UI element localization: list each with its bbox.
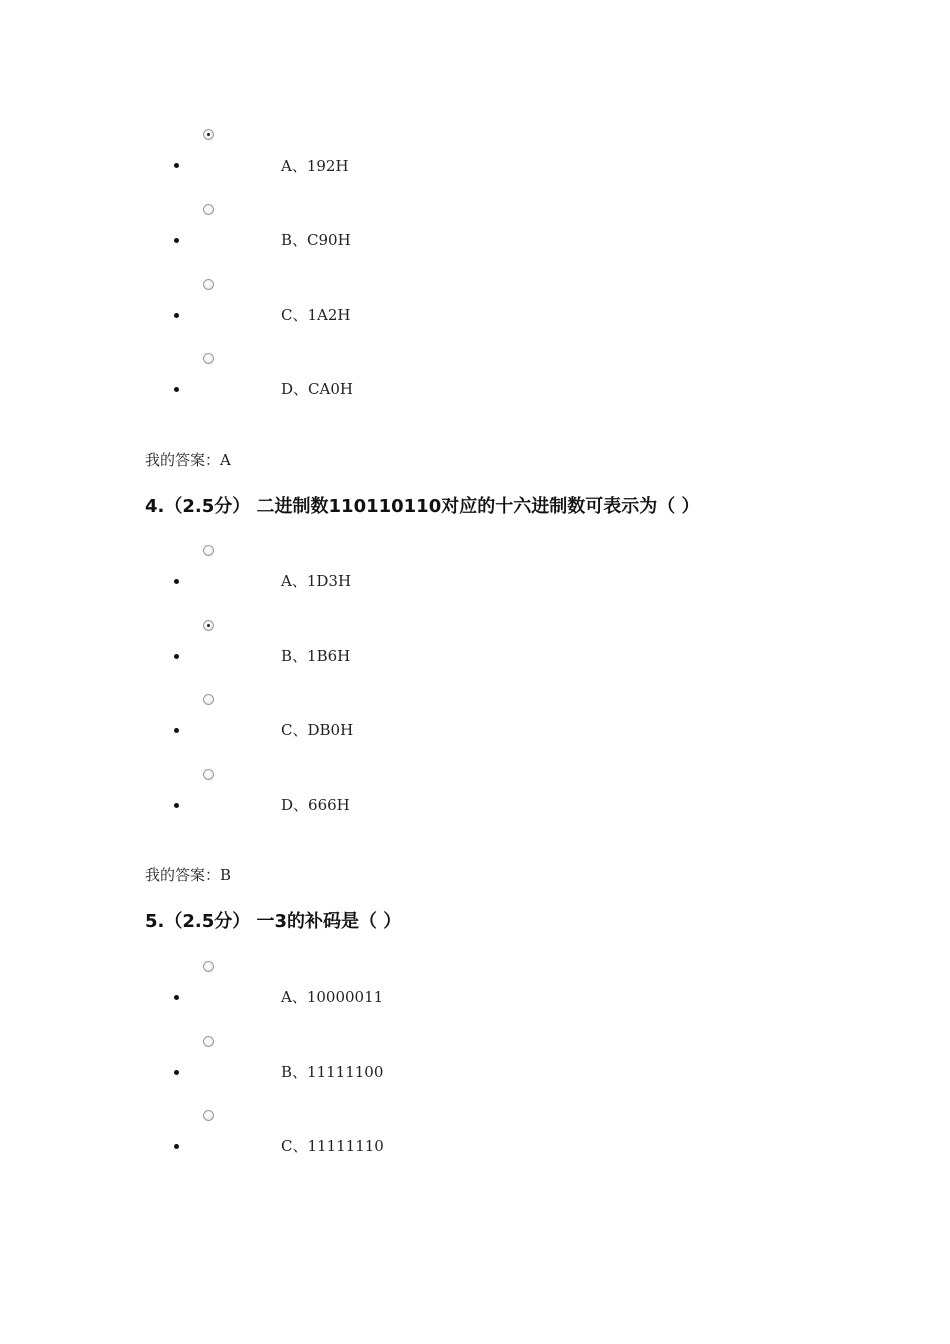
bullet-icon	[174, 803, 179, 808]
radio-button[interactable]	[203, 694, 214, 705]
radio-button[interactable]	[203, 353, 214, 364]
bullet-icon	[174, 995, 179, 1000]
bullet-icon	[174, 654, 179, 659]
option-label: D、CA0H	[281, 380, 353, 398]
bullet-icon	[174, 728, 179, 733]
bullet-icon	[174, 1144, 179, 1149]
option-label: B、1B6H	[281, 647, 351, 665]
bullet-icon	[174, 313, 179, 318]
bullet-icon	[174, 1070, 179, 1075]
radio-button-selected[interactable]	[203, 129, 214, 140]
option-label: C、11111110	[281, 1137, 384, 1155]
option-label: A、1D3H	[281, 572, 352, 590]
my-answer: 我的答案：B	[145, 866, 232, 884]
bullet-icon	[174, 579, 179, 584]
question-title: 4.（2.5分） 二进制数110110110对应的十六进制数可表示为（ ）	[145, 496, 700, 517]
option-label: D、666H	[281, 796, 350, 814]
radio-button[interactable]	[203, 204, 214, 215]
bullet-icon	[174, 238, 179, 243]
question-title: 5.（2.5分） 一3的补码是（ ）	[145, 911, 402, 932]
bullet-icon	[174, 163, 179, 168]
option-label: B、11111100	[281, 1063, 384, 1081]
radio-button[interactable]	[203, 1110, 214, 1121]
radio-button-selected[interactable]	[203, 620, 214, 631]
radio-button[interactable]	[203, 545, 214, 556]
my-answer: 我的答案：A	[145, 451, 231, 469]
bullet-icon	[174, 387, 179, 392]
option-label: C、DB0H	[281, 721, 354, 739]
option-label: A、10000011	[281, 988, 384, 1006]
radio-button[interactable]	[203, 279, 214, 290]
radio-button[interactable]	[203, 1036, 214, 1047]
option-label: A、192H	[281, 157, 349, 175]
radio-button[interactable]	[203, 769, 214, 780]
option-label: C、1A2H	[281, 306, 351, 324]
option-label: B、C90H	[281, 231, 351, 249]
radio-button[interactable]	[203, 961, 214, 972]
